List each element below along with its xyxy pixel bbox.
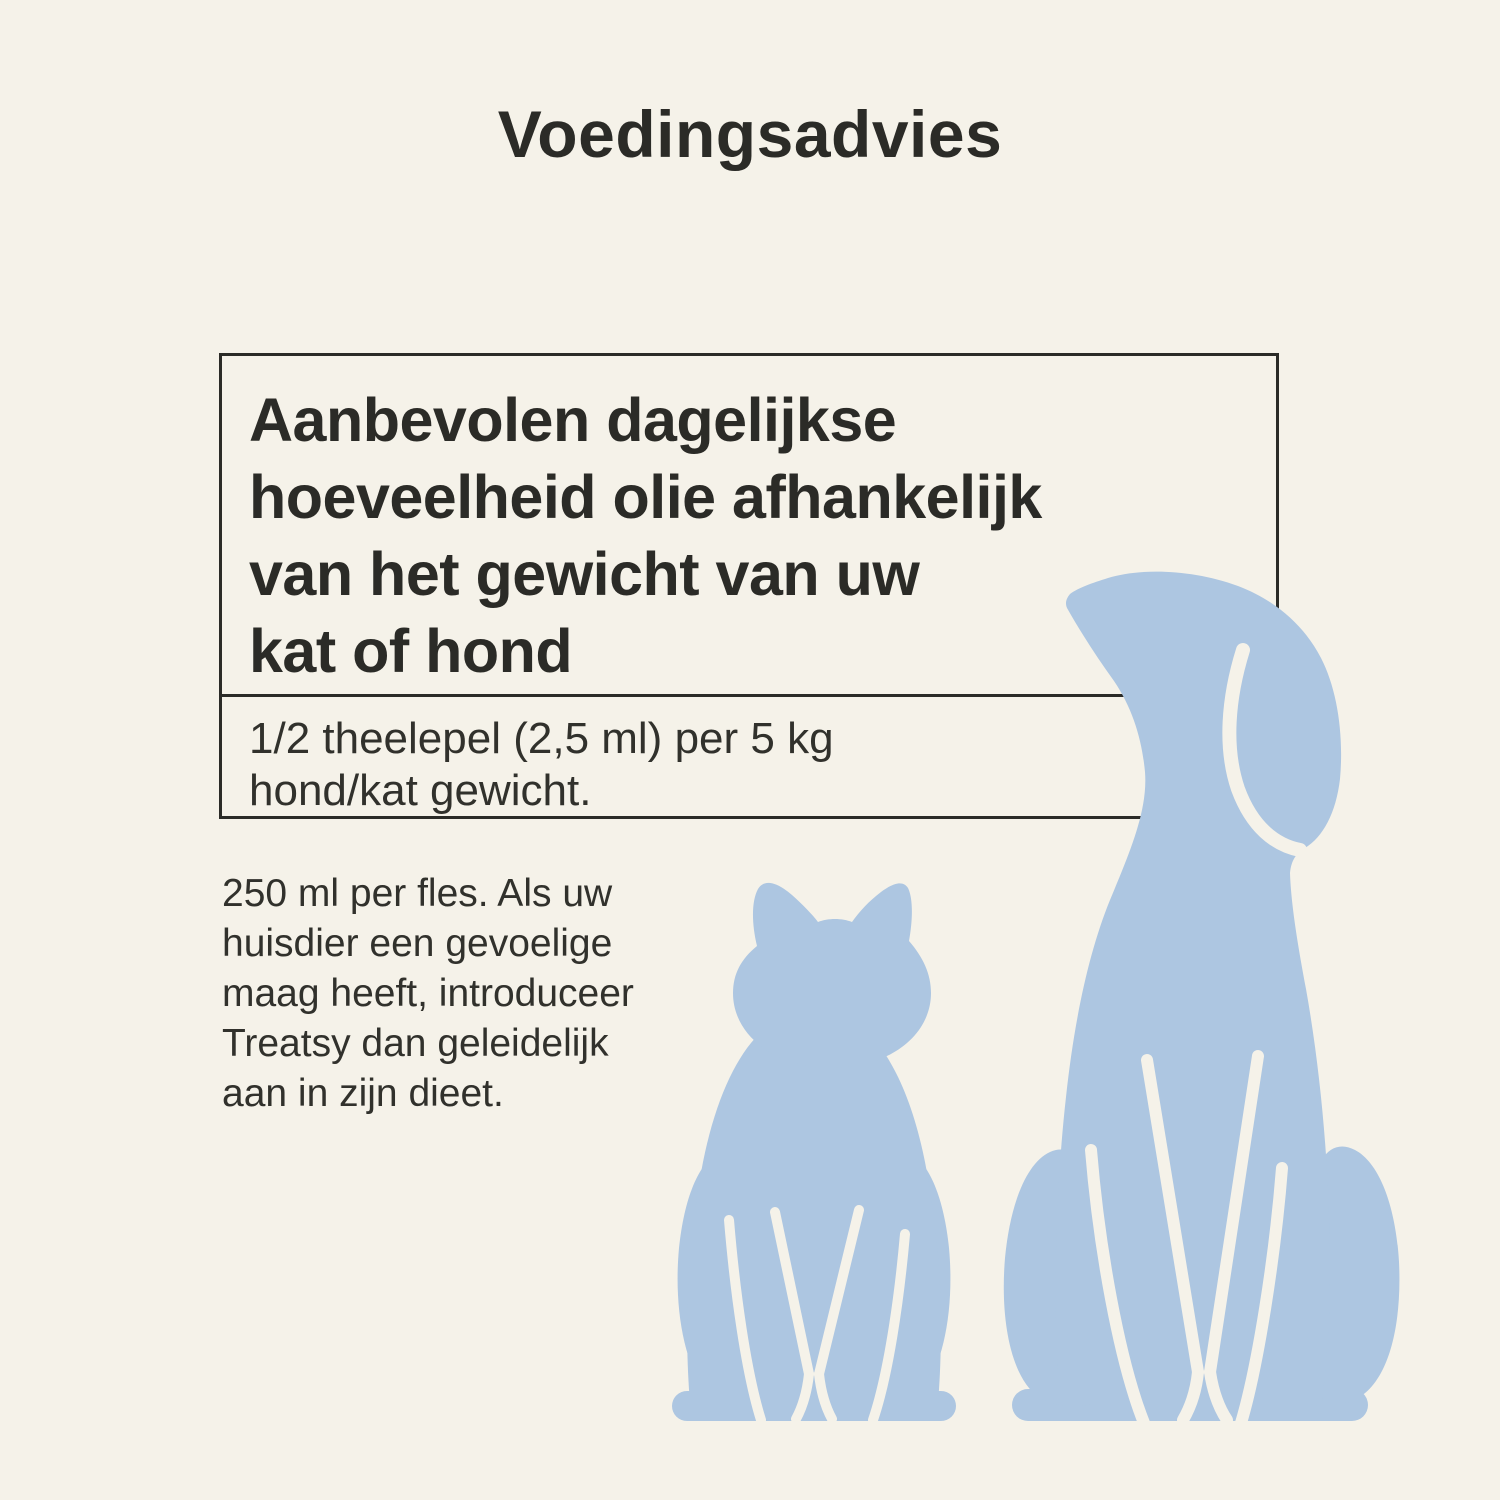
heading-line: hoeveelheid olie afhankelijk (249, 463, 1042, 531)
dog-leg-separations (1091, 1056, 1282, 1423)
dog-right-haunch (1305, 1147, 1399, 1406)
cat-head (733, 883, 931, 1068)
note-line: Treatsy dan geleidelijk (222, 1022, 609, 1065)
dosage-text (222, 697, 1276, 817)
advice-box-heading (222, 356, 1276, 694)
dosage-line: hond/kat gewicht. (249, 766, 592, 815)
heading-line: Aanbevolen dagelijkse (249, 386, 897, 454)
dog-left-haunch (1004, 1150, 1095, 1407)
note-line: 250 ml per fles. Als uw (222, 872, 613, 915)
dosage-line: 1/2 theelepel (2,5 ml) per 5 kg (249, 714, 834, 763)
cat-right-haunch (870, 1150, 950, 1405)
note-line: aan in zijn dieet. (222, 1072, 504, 1115)
page-title: Voedingsadvies (497, 97, 1003, 171)
note-line: maag heeft, introduceer (222, 972, 634, 1015)
advice-box (219, 353, 1279, 819)
cat-base (672, 1391, 956, 1421)
cat-leg-separations (729, 1210, 905, 1420)
heading-line: kat of hond (249, 617, 573, 685)
cat-body (687, 1034, 941, 1403)
heading-line: van het gewicht van uw (249, 540, 920, 608)
cat-left-haunch (678, 1150, 758, 1405)
cat-illustration (672, 883, 956, 1421)
note-text (222, 869, 634, 1119)
note-line: huisdier een gevoelige (222, 922, 613, 965)
dog-base (1012, 1389, 1368, 1421)
